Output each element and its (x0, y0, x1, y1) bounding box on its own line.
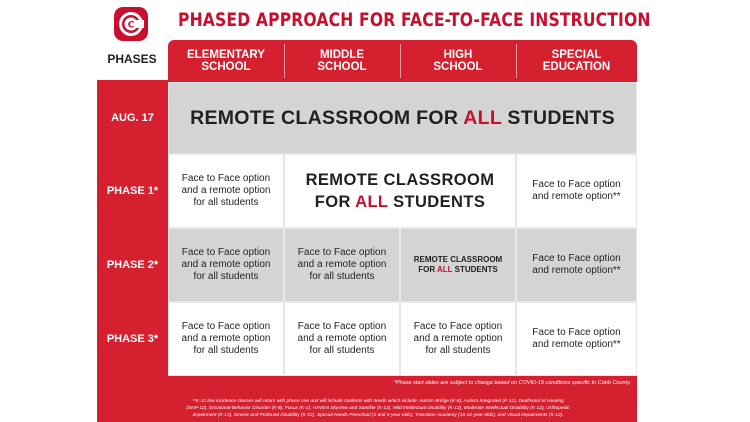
cell-phase3-special-ed: Face to Face option and remote option** (516, 302, 637, 376)
cell-phase3-elementary: Face to Face option and a remote option for all students (168, 302, 284, 376)
cell-phase2-elementary: Face to Face option and a remote option for all students (168, 228, 284, 302)
cell-phase2-high: REMOTE CLASSROOM FOR ALL STUDENTS (400, 228, 516, 302)
row-label-aug17: AUG. 17 (111, 112, 154, 124)
cell-phase2-special-ed: Face to Face option and remote option** (516, 228, 637, 302)
cell-phase3-middle: Face to Face option and a remote option for all students (284, 302, 400, 376)
page-title: PHASED APPROACH FOR FACE-TO-FACE INSTRUCTION (178, 9, 651, 31)
cobb-schools-logo-icon (113, 6, 149, 42)
col-header-high: HIGH SCHOOL (433, 49, 483, 73)
cell-phase1-elementary: Face to Face option and a remote option for all students (168, 154, 284, 228)
cell-phase2-middle: Face to Face option and a remote option for all students (284, 228, 400, 302)
row-label-phase2: PHASE 2* (106, 259, 159, 271)
footnote-special-ed: **K-12 low incidence classes will return with phase one and will include students with needs which include: Autism Bridge (K-8), Autism Integrated (K-12), Deaf/Hard of Hearing (SNP-12), Emotional-Behavior Disorder (K-8), Focus (K-1), HAVEN Skyview and Satellite (K-12), Mild Intellectual Disability (K-12), Moderate Intellectual Disability (K-12), Orthopedic Impairment (K-12), Severe and Profound Disability (K-12), Special Needs Preschool (3 and 4-year-olds), Transition Academy (18-22-year-olds), and Visual Impairments (K-12). (186, 399, 570, 418)
col-header-special-ed: SPECIAL EDUCATION (542, 49, 611, 73)
col-header-elementary: ELEMENTARY SCHOOL (187, 49, 265, 73)
cell-phase3-high: Face to Face option and a remote option for all students (400, 302, 516, 376)
cell-phase1-special-ed: Face to Face option and remote option** (516, 154, 637, 228)
row-label-phase1: PHASE 1* (106, 185, 159, 197)
row-label-phase3: PHASE 3* (106, 333, 159, 345)
cell-phase1-middle-high: REMOTE CLASSROOM FOR ALL STUDENTS (284, 154, 516, 228)
footnote-phase-dates: *Phase start dates are subject to change based on COVID-19 conditions specific to Cobb County. (393, 380, 631, 386)
phases-label: PHASES (107, 52, 157, 66)
col-header-middle: MIDDLE SCHOOL (317, 49, 367, 73)
cell-aug17-all: REMOTE CLASSROOM FOR ALL STUDENTS (168, 82, 637, 154)
logo-letter: C (127, 20, 135, 31)
